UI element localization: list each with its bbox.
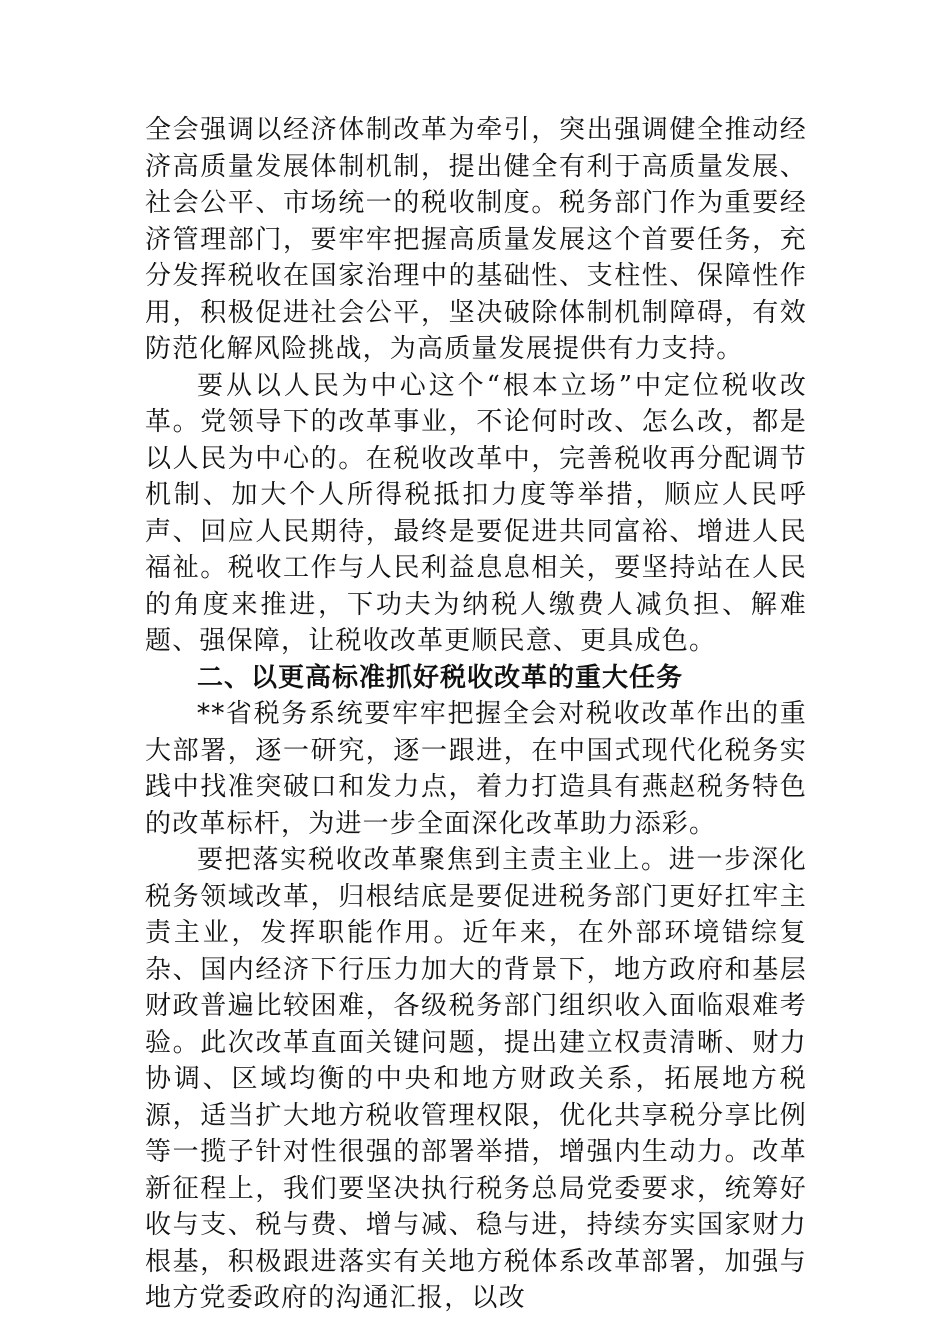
paragraph-continuation: 全会强调以经济体制改革为牵引，突出强调健全推动经济高质量发展体制机制，提出健全有利于高质量发展、社会公平、市场统一的税收制度。税务部门作为重要经济管理部门，要牢牢把握高质量发展这个首要任务，充分发挥税收在国家治理中的基础性、支柱性、保障性作用，积极促进社会公平，坚决破除体制机制障碍，有效防范化解风险挑战，为高质量发展提供有力支持。: [145, 115, 807, 364]
paragraph-core-responsibilities: 要把落实税收改革聚焦到主责主业上。进一步深化税务领域改革，归根结底是要促进税务部门更好扛牢主责主业，发挥职能作用。近年来，在外部环境错综复杂、国内经济下行压力加大的背景下，地方政府和基层财政普遍比较困难，各级税务部门组织收入面临艰难考验。此次改革直面关键问题，提出建立权责清晰、财力协调、区域均衡的中央和地方财政关系，拓展地方税源，适当扩大地方税收管理权限，优化共享税分享比例等一揽子针对性很强的部署举措，增强内生动力。改革新征程上，我们要坚决执行税务总局党委要求，统筹好收与支、税与费、增与减、稳与进，持续夯实国家财力根基，积极跟进落实有关地方税体系改革部署，加强与地方党委政府的沟通汇报，以改: [145, 845, 807, 1313]
document-body: [145, 112, 807, 1317]
section-heading-2: 二、以更高标准抓好税收改革的重大任务: [197, 662, 684, 693]
paragraph-people-centered: 要从以人民为中心这个“根本立场”中定位税收改革。党领导下的改革事业，不论何时改、怎么改，都是以人民为中心的。在税收改革中，完善税收再分配调节机制、加大个人所得税抵扣力度等举措，顺应人民呼声、回应人民期待，最终是要促进共同富裕、增进人民福祉。税收工作与人民利益息息相关，要坚持站在人民的角度来推进，下功夫为纳税人缴费人减负担、解难题、强保障，让税收改革更顺民意、更具成色。: [145, 370, 807, 656]
paragraph-provincial-tax-system: **省税务系统要牢牢把握全会对税收改革作出的重大部署，逐一研究，逐一跟进，在中国式现代化税务实践中找准突破口和发力点，着力打造具有燕赵税务特色的改革标杆，为进一步全面深化改革助力添彩。: [145, 699, 807, 839]
